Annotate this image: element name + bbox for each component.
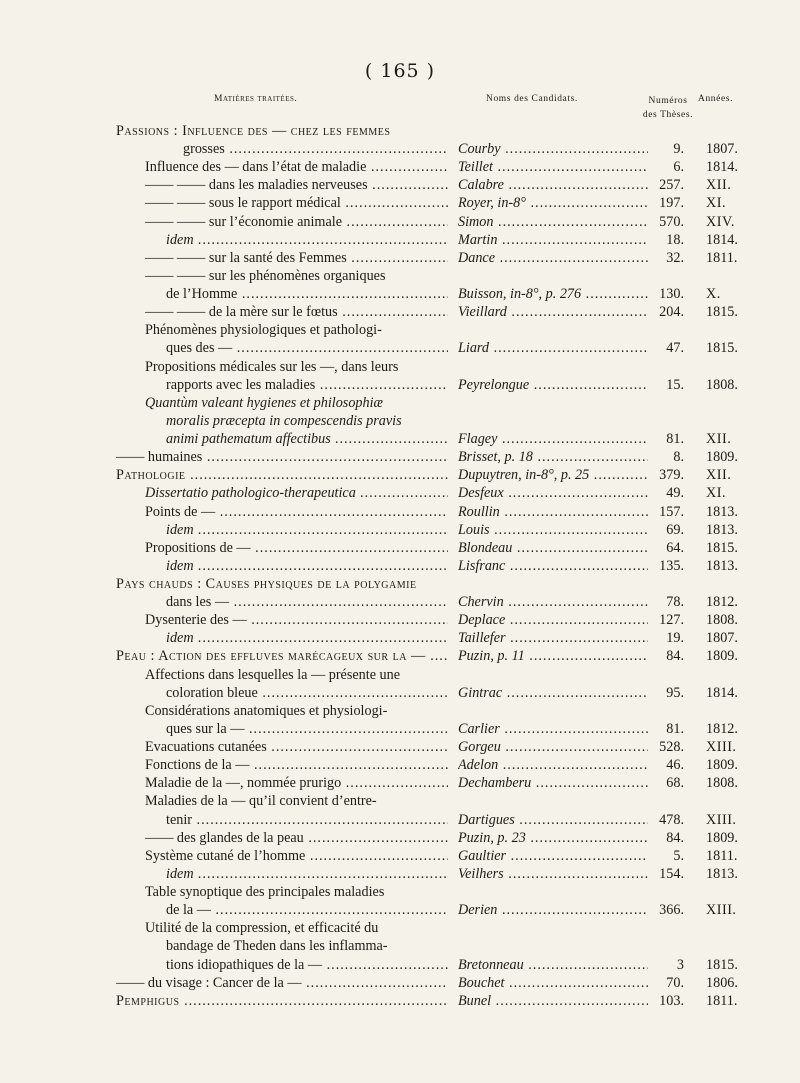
subject-text: ques des — ..... (166, 339, 448, 358)
index-row (0, 593, 800, 612)
subject-text: dans les — ..... (166, 593, 448, 612)
header-subjects: Matières traitées. (214, 94, 298, 104)
subject-text: de l’Homme ..... (166, 285, 448, 304)
thesis-number: 46. (666, 757, 684, 774)
thesis-number: 81. (666, 720, 684, 737)
index-row (0, 647, 800, 666)
thesis-year: 1809. (706, 648, 738, 665)
thesis-number: 8. (673, 449, 684, 466)
thesis-year: 1813. (706, 865, 738, 882)
index-row (0, 503, 800, 522)
header-years: Années. (698, 94, 734, 104)
index-row (0, 521, 800, 540)
thesis-year: XIV. (706, 213, 735, 230)
thesis-number: 127. (659, 612, 684, 629)
index-row (0, 684, 800, 703)
thesis-number: 197. (659, 195, 684, 212)
thesis-year: 1806. (706, 974, 738, 991)
candidate-name: Lisfranc ..... (458, 557, 648, 576)
index-row (0, 720, 800, 739)
thesis-number: 81. (666, 431, 684, 448)
thesis-number: 157. (659, 503, 684, 520)
subject-text: —— du visage : Cancer de la — ..... (116, 974, 448, 993)
index-row (0, 394, 800, 413)
candidate-name: Roullin ..... (458, 503, 648, 522)
index-row (0, 847, 800, 866)
thesis-year: 1815. (706, 340, 738, 357)
candidate-name: Gaultier ..... (458, 847, 648, 866)
thesis-year: 1814. (706, 231, 738, 248)
subject-text: —— —— sous le rapport médical ..... (145, 194, 448, 213)
subject-text: idem ..... (166, 521, 448, 540)
thesis-number: 6. (673, 159, 684, 176)
thesis-number: 379. (659, 467, 684, 484)
subject-text: idem ..... (166, 557, 448, 576)
thesis-year: 1812. (706, 594, 738, 611)
subject-text: —— —— de la mère sur le fœtus ..... (145, 303, 448, 322)
thesis-number: 9. (673, 141, 684, 158)
thesis-year: 1815. (706, 304, 738, 321)
subject-text: animi pathematum affectibus ..... (166, 430, 448, 449)
index-row (0, 992, 800, 1011)
index-row (0, 448, 800, 467)
subject-text: Influence des — dans l’état de maladie ..... (145, 158, 448, 177)
thesis-year: 1813. (706, 557, 738, 574)
index-row (0, 575, 800, 594)
candidate-name: Louis ..... (458, 521, 648, 540)
header-numbers (642, 94, 694, 122)
subject-text: Table synoptique des principales maladies (145, 884, 385, 901)
index-row (0, 267, 800, 286)
subject-text: Passions : Influence des — chez les femmes (116, 123, 391, 139)
subject-text: —— —— dans les maladies nerveuses ..... (145, 176, 448, 195)
subject-text: grosses ..... (183, 140, 448, 159)
subject-text: Propositions médicales sur les —, dans leurs (145, 358, 399, 375)
subject-text: Phénomènes physiologiques et pathologi- (145, 322, 382, 339)
index-row (0, 158, 800, 177)
index-row (0, 666, 800, 685)
subject-text: ques sur la — ..... (166, 720, 448, 739)
subject-text: idem ..... (166, 231, 448, 250)
index-row (0, 358, 800, 377)
thesis-number: 49. (666, 485, 684, 502)
index-row (0, 176, 800, 195)
subject-text: Affections dans lesquelles la — présente une (145, 666, 401, 683)
thesis-number: 570. (659, 213, 684, 230)
thesis-number: 257. (659, 177, 684, 194)
thesis-number: 68. (666, 775, 684, 792)
subject-text: tions idiopathiques de la — ..... (166, 956, 448, 975)
index-row (0, 792, 800, 811)
subject-text: —— —— sur la santé des Femmes ..... (145, 249, 448, 268)
thesis-number: 84. (666, 648, 684, 665)
subject-text: Quantùm valeant hygienes et philosophiæ (145, 394, 384, 411)
candidate-name: Buisson, in-8°, p. 276 ..... (458, 285, 648, 304)
index-row (0, 557, 800, 576)
thesis-year: 1815. (706, 956, 738, 973)
candidate-name: Derien ..... (458, 901, 648, 920)
thesis-number: 3 (676, 956, 684, 973)
index-row (0, 412, 800, 431)
thesis-year: 1809. (706, 757, 738, 774)
thesis-year: XIII. (706, 902, 737, 919)
index-row (0, 213, 800, 232)
index-row (0, 883, 800, 902)
thesis-year: 1809. (706, 829, 738, 846)
candidate-name: Brisset, p. 18 ..... (458, 448, 648, 467)
thesis-number: 78. (666, 594, 684, 611)
subject-text: Evacuations cutanées ..... (145, 738, 448, 757)
thesis-number: 70. (666, 974, 684, 991)
index-row (0, 321, 800, 340)
thesis-year: 1813. (706, 521, 738, 538)
candidate-name: Dechamberu ..... (458, 774, 648, 793)
candidate-name: Calabre ..... (458, 176, 648, 195)
header-numbers-line2: des Thèses. (642, 110, 694, 120)
index-row (0, 231, 800, 250)
thesis-number: 32. (666, 249, 684, 266)
subject-text: Fonctions de la — ..... (145, 756, 448, 775)
index-row (0, 194, 800, 213)
subject-text: Considérations anatomiques et physiologi- (145, 702, 388, 719)
subject-text: rapports avec les maladies ..... (166, 376, 448, 395)
thesis-year: 1808. (706, 612, 738, 629)
subject-text: Maladies de la — qu’il convient d’entre- (145, 793, 377, 810)
thesis-number: 478. (659, 811, 684, 828)
thesis-year: 1809. (706, 449, 738, 466)
thesis-number: 69. (666, 521, 684, 538)
candidate-name: Adelon ..... (458, 756, 648, 775)
thesis-year: 1814. (706, 684, 738, 701)
thesis-year: 1811. (706, 249, 738, 266)
subject-text: Peau : Action des effluves marécageux sur la — ..... (116, 647, 448, 666)
index-row (0, 829, 800, 848)
subject-text: Points de — ..... (145, 503, 448, 522)
subject-text: de la — ..... (166, 901, 448, 920)
thesis-number: 204. (659, 304, 684, 321)
candidate-name: Gintrac ..... (458, 684, 648, 703)
index-row (0, 901, 800, 920)
index-row (0, 919, 800, 938)
subject-text: Système cutané de l’homme ..... (145, 847, 448, 866)
thesis-year: XI. (706, 485, 727, 502)
candidate-name: Martin ..... (458, 231, 648, 250)
index-row (0, 303, 800, 322)
candidate-name: Veilhers ..... (458, 865, 648, 884)
thesis-number: 135. (659, 557, 684, 574)
candidate-name: Flagey ..... (458, 430, 648, 449)
index-row (0, 140, 800, 159)
subject-text: Propositions de — ..... (145, 539, 448, 558)
thesis-number: 154. (659, 865, 684, 882)
index-row (0, 285, 800, 304)
subject-text: Utilité de la compression, et efficacité du (145, 920, 379, 937)
thesis-year: XII. (706, 177, 732, 194)
thesis-year: XII. (706, 431, 732, 448)
index-row (0, 611, 800, 630)
thesis-number: 528. (659, 739, 684, 756)
candidate-name: Simon ..... (458, 213, 648, 232)
index-row (0, 629, 800, 648)
subject-text: —— des glandes de la peau ..... (145, 829, 448, 848)
index-row (0, 774, 800, 793)
thesis-number: 47. (666, 340, 684, 357)
page-number: ( 165 ) (364, 60, 436, 82)
index-row (0, 539, 800, 558)
thesis-number: 130. (659, 286, 684, 303)
subject-text: Dysenterie des — ..... (145, 611, 448, 630)
thesis-year: 1807. (706, 630, 738, 647)
index-row (0, 756, 800, 775)
subject-text: Pemphigus ..... (116, 992, 448, 1011)
candidate-name: Peyrelongue ..... (458, 376, 648, 395)
index-row (0, 484, 800, 503)
index-row (0, 974, 800, 993)
thesis-year: 1807. (706, 141, 738, 158)
index-row (0, 738, 800, 757)
index-row (0, 249, 800, 268)
thesis-year: XI. (706, 195, 727, 212)
subject-text: idem ..... (166, 629, 448, 648)
subject-text: tenir ..... (166, 811, 448, 830)
header-numbers-line1: Numéros (648, 96, 688, 106)
thesis-year: 1811. (706, 847, 738, 864)
subject-text: moralis præcepta in compescendis pravis (166, 412, 402, 429)
thesis-year: 1815. (706, 539, 738, 556)
thesis-year: XII. (706, 467, 732, 484)
candidate-name: Blondeau ..... (458, 539, 648, 558)
candidate-name: Courby ..... (458, 140, 648, 159)
thesis-number: 103. (659, 992, 684, 1009)
thesis-year: 1814. (706, 159, 738, 176)
subject-text: idem ..... (166, 865, 448, 884)
candidate-name: Desfeux ..... (458, 484, 648, 503)
thesis-year: 1808. (706, 376, 738, 393)
index-row (0, 376, 800, 395)
subject-text: Pathologie ..... (116, 466, 448, 485)
subject-text: Maladie de la —, nommée prurigo ..... (145, 774, 448, 793)
index-row (0, 702, 800, 721)
subject-text: Pays chauds : Causes physiques de la polygamie (116, 576, 417, 592)
candidate-name: Bunel ..... (458, 992, 648, 1011)
candidate-name: Bretonneau ..... (458, 956, 648, 975)
thesis-year: 1808. (706, 775, 738, 792)
index-row (0, 865, 800, 884)
index-row (0, 430, 800, 449)
candidate-name: Dupuytren, in-8°, p. 25 ..... (458, 466, 648, 485)
candidate-name: Liard ..... (458, 339, 648, 358)
thesis-number: 19. (666, 630, 684, 647)
index-row (0, 811, 800, 830)
subject-text: —— —— sur l’économie animale ..... (145, 213, 448, 232)
candidate-name: Dance ..... (458, 249, 648, 268)
candidate-name: Teillet ..... (458, 158, 648, 177)
candidate-name: Gorgeu ..... (458, 738, 648, 757)
thesis-number: 95. (666, 684, 684, 701)
subject-text: Dissertatio pathologico-therapeutica ..... (145, 484, 448, 503)
index-row (0, 937, 800, 956)
index-row (0, 956, 800, 975)
candidate-name: Royer, in-8° ..... (458, 194, 648, 213)
index-row (0, 339, 800, 358)
thesis-number: 84. (666, 829, 684, 846)
thesis-number: 366. (659, 902, 684, 919)
index-row (0, 122, 800, 141)
subject-text: bandage de Theden dans les inflamma- (166, 938, 388, 955)
candidate-name: Vieillard ..... (458, 303, 648, 322)
thesis-number: 18. (666, 231, 684, 248)
thesis-year: 1812. (706, 720, 738, 737)
thesis-year: 1813. (706, 503, 738, 520)
candidate-name: Puzin, p. 23 ..... (458, 829, 648, 848)
candidate-name: Chervin ..... (458, 593, 648, 612)
candidate-name: Taillefer ..... (458, 629, 648, 648)
thesis-year: XIII. (706, 811, 737, 828)
subject-text: —— —— sur les phénomènes organiques (145, 267, 386, 284)
thesis-number: 64. (666, 539, 684, 556)
header-candidates: Noms des Candidats. (486, 94, 578, 104)
candidate-name: Deplace ..... (458, 611, 648, 630)
subject-text: coloration bleue ..... (166, 684, 448, 703)
candidate-name: Bouchet ..... (458, 974, 648, 993)
thesis-year: X. (706, 286, 721, 303)
candidate-name: Carlier ..... (458, 720, 648, 739)
candidate-name: Dartigues ..... (458, 811, 648, 830)
thesis-number: 15. (666, 376, 684, 393)
index-row (0, 466, 800, 485)
candidate-name: Puzin, p. 11 ..... (458, 647, 648, 666)
subject-text: —— humaines ..... (116, 448, 448, 467)
thesis-number: 5. (673, 847, 684, 864)
thesis-year: XIII. (706, 739, 737, 756)
thesis-year: 1811. (706, 992, 738, 1009)
